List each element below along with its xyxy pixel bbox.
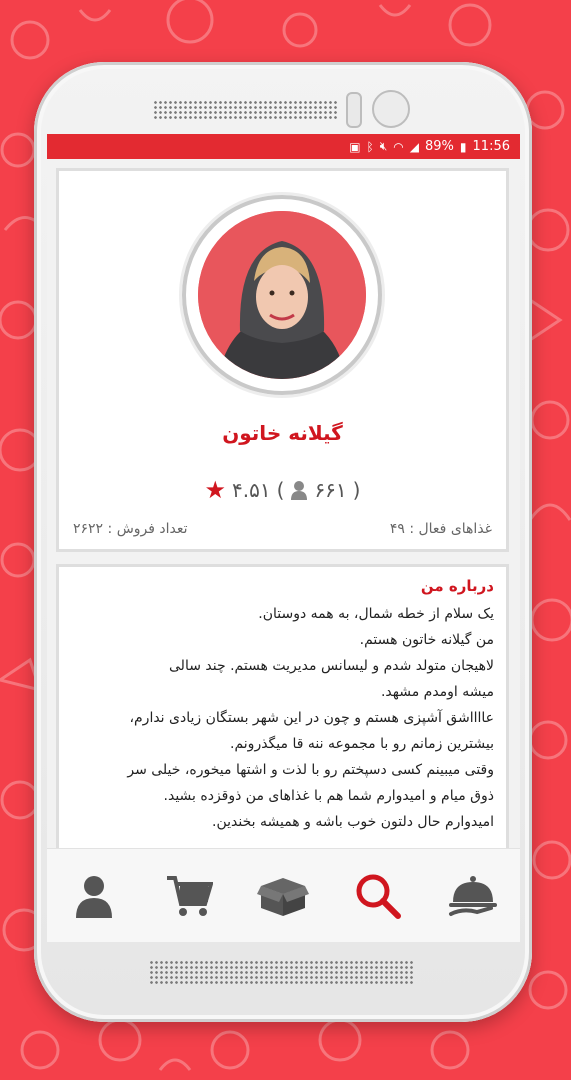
signal-icon: ◢ [409,139,420,154]
nav-search[interactable] [348,866,408,926]
profile-icon [74,874,114,918]
rating-row [59,476,506,504]
paren-open: ( [276,478,285,502]
about-line: عااااشق آشپزی هستم و چون در این شهر بستگان زیادی ندارم، [129,710,494,726]
bluetooth-icon: ᛒ [366,139,374,154]
nav-cart[interactable] [159,866,219,926]
about-line: ذوق میام و امیدوارم شما هم با غذاهای من ذوقزده بشید. [163,788,494,804]
about-title: درباره من [420,577,494,595]
front-camera [372,90,410,128]
profile-card [56,168,509,552]
avatar [198,211,366,379]
about-card [56,564,509,864]
status-bar [47,134,520,159]
paren-close: ) [352,478,361,502]
search-icon [354,872,402,920]
proximity-sensor [346,92,362,128]
avatar-ring [182,195,382,395]
sales-count: تعداد فروش : ۲۶۲۲ [73,521,188,537]
chef-name: گیلانه خاتون [222,421,343,445]
active-foods: غذاهای فعال : ۴۹ [389,521,492,537]
app-screen [47,134,520,942]
phone-frame [34,62,532,1022]
bottom-speaker [149,960,413,984]
food-cloche-icon [447,874,499,918]
stats-row [73,521,492,537]
notification-icon: ▣ [349,139,361,154]
nav-foods[interactable] [443,866,503,926]
cart-icon [165,874,213,918]
about-line: میشه اومدم مشهد. [380,684,494,700]
box-icon [257,876,309,916]
status-time: 11:56 [472,139,510,154]
rating-value: ۴.۵۱ [232,478,271,502]
about-line: لاهیجان متولد شدم و لیسانس مدیریت هستم. چند سالی [169,658,494,674]
wifi-icon: ◠ [393,139,404,154]
about-line: یک سلام از خطه شمال، به همه دوستان. [258,606,494,622]
about-line: من گیلانه خاتون هستم. [359,632,494,648]
battery-icon: ▮ [459,139,467,154]
about-line: امیدوارم حال دلتون خوب باشه و همیشه بخندین. [212,814,494,830]
user-icon [290,480,308,500]
bottom-navigation [47,848,520,942]
star-icon: ★ [204,476,227,504]
about-line: بیشترین زمانم رو با مجموعه ننه قا میگذرونم. [230,736,494,752]
nav-profile[interactable] [64,866,124,926]
about-line: وقتی میبینم کسی دسپختم رو با لذت و اشتها میخوره، خیلی سر [127,762,494,778]
nav-orders[interactable] [253,866,313,926]
earpiece-speaker [153,100,339,120]
battery-percent: 89% [425,139,454,154]
reviews-count: ۶۶۱ [314,478,347,502]
mute-icon: 🔇︎ [379,139,388,153]
